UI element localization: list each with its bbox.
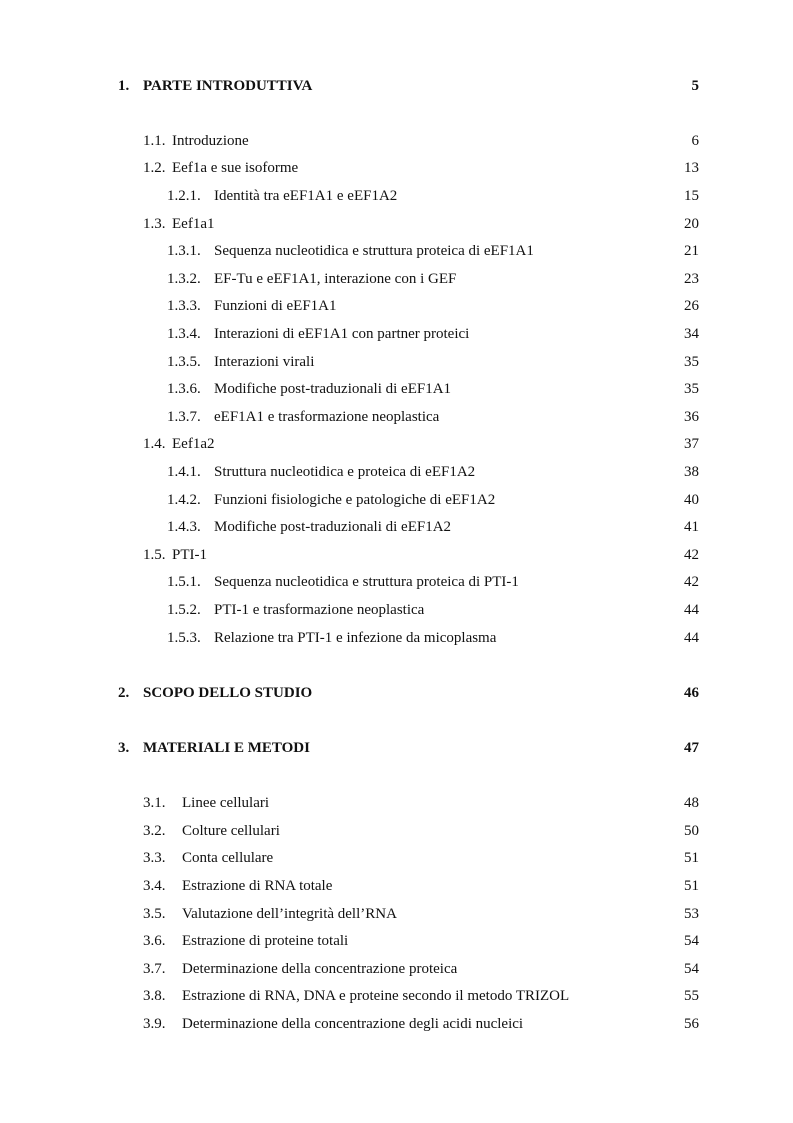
page-number: 26: [684, 298, 699, 314]
entry-number: 3.3.: [143, 850, 166, 866]
page-number: 5: [691, 78, 699, 94]
entry-number: 3.9.: [143, 1016, 166, 1032]
toc-entry-1-3-6[interactable]: [0, 378, 793, 400]
page-number: 47: [684, 740, 699, 756]
toc-entry-1-3-7[interactable]: [0, 406, 793, 428]
entry-title: Relazione tra PTI-1 e infezione da micoplasma: [214, 630, 497, 646]
toc-entry-1-2-1[interactable]: [0, 185, 793, 207]
entry-number: 1.4.: [143, 436, 166, 452]
chapter-title: SCOPO DELLO STUDIO: [143, 685, 313, 701]
entry-title: Estrazione di RNA, DNA e proteine secondo il metodo TRIZOL: [182, 988, 570, 1004]
chapter-title: MATERIALI E METODI: [143, 740, 310, 756]
entry-number: 1.4.3.: [167, 519, 201, 535]
toc-chapter-3[interactable]: [0, 737, 793, 759]
page-number: 15: [684, 188, 699, 204]
chapter-number: 2.: [118, 685, 130, 701]
page-number: 50: [684, 823, 699, 839]
page-number: 44: [684, 602, 699, 618]
page-number: 21: [684, 243, 699, 259]
entry-number: 3.1.: [143, 795, 166, 811]
entry-title: Estrazione di proteine totali: [182, 933, 349, 949]
chapter-number: 1.: [118, 78, 130, 94]
toc-entry-1-4-2[interactable]: [0, 489, 793, 511]
toc-entry-1-3-4[interactable]: [0, 323, 793, 345]
entry-number: 3.7.: [143, 961, 166, 977]
entry-title: Sequenza nucleotidica e struttura proteica di eEF1A1: [214, 243, 534, 259]
toc-entry-3-6[interactable]: [0, 930, 793, 952]
toc-entry-3-3[interactable]: [0, 847, 793, 869]
page-number: 37: [684, 436, 699, 452]
entry-number: 1.3.3.: [167, 298, 201, 314]
entry-number: 1.3.4.: [167, 326, 201, 342]
entry-title: Struttura nucleotidica e proteica di eEF1A2: [214, 464, 476, 480]
entry-number: 3.6.: [143, 933, 166, 949]
toc-entry-1-3-3[interactable]: [0, 295, 793, 317]
entry-number: 1.3.5.: [167, 354, 201, 370]
toc-entry-3-8[interactable]: [0, 985, 793, 1007]
entry-number: 1.2.1.: [167, 188, 201, 204]
entry-number: 1.5.: [143, 547, 166, 563]
page-number: 54: [684, 933, 699, 949]
entry-number: 1.4.1.: [167, 464, 201, 480]
entry-title: Interazioni virali: [214, 354, 315, 370]
toc-entry-3-1[interactable]: [0, 792, 793, 814]
page-number: 35: [684, 354, 699, 370]
entry-number: 1.5.3.: [167, 630, 201, 646]
entry-title: Interazioni di eEF1A1 con partner proteici: [214, 326, 470, 342]
page-number: 38: [684, 464, 699, 480]
entry-number: 1.3.: [143, 216, 166, 232]
entry-title: Linee cellulari: [182, 795, 270, 811]
page-number: 48: [684, 795, 699, 811]
page-number: 56: [684, 1016, 699, 1032]
toc-entry-1-4[interactable]: [0, 433, 793, 455]
toc-entry-3-5[interactable]: [0, 903, 793, 925]
entry-title: Valutazione dell’integrità dell’RNA: [182, 906, 397, 922]
page-number: 51: [684, 850, 699, 866]
entry-number: 1.3.6.: [167, 381, 201, 397]
entry-title: Modifiche post-traduzionali di eEF1A1: [214, 381, 452, 397]
chapter-title: PARTE INTRODUTTIVA: [143, 78, 313, 94]
entry-title: Identità tra eEF1A1 e eEF1A2: [214, 188, 398, 204]
entry-title: Modifiche post-traduzionali di eEF1A2: [214, 519, 452, 535]
toc-entry-3-2[interactable]: [0, 820, 793, 842]
entry-number: 3.8.: [143, 988, 166, 1004]
chapter-number: 3.: [118, 740, 130, 756]
page-number: 51: [684, 878, 699, 894]
toc-entry-1-2[interactable]: [0, 157, 793, 179]
entry-number: 1.3.2.: [167, 271, 201, 287]
entry-number: 1.3.1.: [167, 243, 201, 259]
page-number: 54: [684, 961, 699, 977]
entry-title: Colture cellulari: [182, 823, 280, 839]
entry-number: 1.4.2.: [167, 492, 201, 508]
page-number: 55: [684, 988, 699, 1004]
toc-entry-3-4[interactable]: [0, 875, 793, 897]
toc-entry-1-3-2[interactable]: [0, 268, 793, 290]
entry-number: 1.5.1.: [167, 574, 201, 590]
entry-title: Conta cellulare: [182, 850, 274, 866]
toc-entry-1-3-5[interactable]: [0, 351, 793, 373]
toc-entry-1-1[interactable]: [0, 130, 793, 152]
page-number: 20: [684, 216, 699, 232]
page-number: 42: [684, 547, 699, 563]
toc-chapter-2[interactable]: [0, 682, 793, 704]
entry-title: PTI-1 e trasformazione neoplastica: [214, 602, 425, 618]
page-number: 13: [684, 160, 699, 176]
entry-title: Introduzione: [172, 133, 249, 149]
entry-title: PTI-1: [172, 547, 207, 563]
entry-number: 1.3.7.: [167, 409, 201, 425]
entry-title: eEF1A1 e trasformazione neoplastica: [214, 409, 440, 425]
entry-number: 1.1.: [143, 133, 166, 149]
page-number: 44: [684, 630, 699, 646]
page-number: 36: [684, 409, 699, 425]
toc-entry-1-4-1[interactable]: [0, 461, 793, 483]
entry-number: 1.2.: [143, 160, 166, 176]
page-number: 40: [684, 492, 699, 508]
entry-title: Estrazione di RNA totale: [182, 878, 333, 894]
toc-entry-3-9[interactable]: [0, 1013, 793, 1035]
toc-entry-1-5-1[interactable]: [0, 571, 793, 593]
page-number: 46: [684, 685, 699, 701]
page-number: 41: [684, 519, 699, 535]
page-number: 6: [691, 133, 699, 149]
entry-title: Determinazione della concentrazione proteica: [182, 961, 458, 977]
toc-entry-1-3[interactable]: [0, 213, 793, 235]
entry-number: 1.5.2.: [167, 602, 201, 618]
toc-entry-1-4-3[interactable]: [0, 516, 793, 538]
toc-entry-1-3-1[interactable]: [0, 240, 793, 262]
page-number: 34: [684, 326, 699, 342]
toc-chapter-1[interactable]: [0, 75, 793, 97]
entry-number: 3.2.: [143, 823, 166, 839]
entry-title: Eef1a1: [172, 216, 215, 232]
page-number: 23: [684, 271, 699, 287]
entry-title: Eef1a e sue isoforme: [172, 160, 299, 176]
page-number: 42: [684, 574, 699, 590]
entry-title: Sequenza nucleotidica e struttura proteica di PTI-1: [214, 574, 519, 590]
entry-title: Determinazione della concentrazione degli acidi nucleici: [182, 1016, 524, 1032]
entry-title: Funzioni di eEF1A1: [214, 298, 337, 314]
page-number: 53: [684, 906, 699, 922]
entry-title: EF-Tu e eEF1A1, interazione con i GEF: [214, 271, 457, 287]
entry-number: 3.4.: [143, 878, 166, 894]
entry-number: 3.5.: [143, 906, 166, 922]
toc-entry-1-5[interactable]: [0, 544, 793, 566]
page-number: 35: [684, 381, 699, 397]
entry-title: Funzioni fisiologiche e patologiche di eEF1A2: [214, 492, 496, 508]
toc-entry-1-5-3[interactable]: [0, 627, 793, 649]
toc-entry-1-5-2[interactable]: [0, 599, 793, 621]
entry-title: Eef1a2: [172, 436, 215, 452]
toc-entry-3-7[interactable]: [0, 958, 793, 980]
